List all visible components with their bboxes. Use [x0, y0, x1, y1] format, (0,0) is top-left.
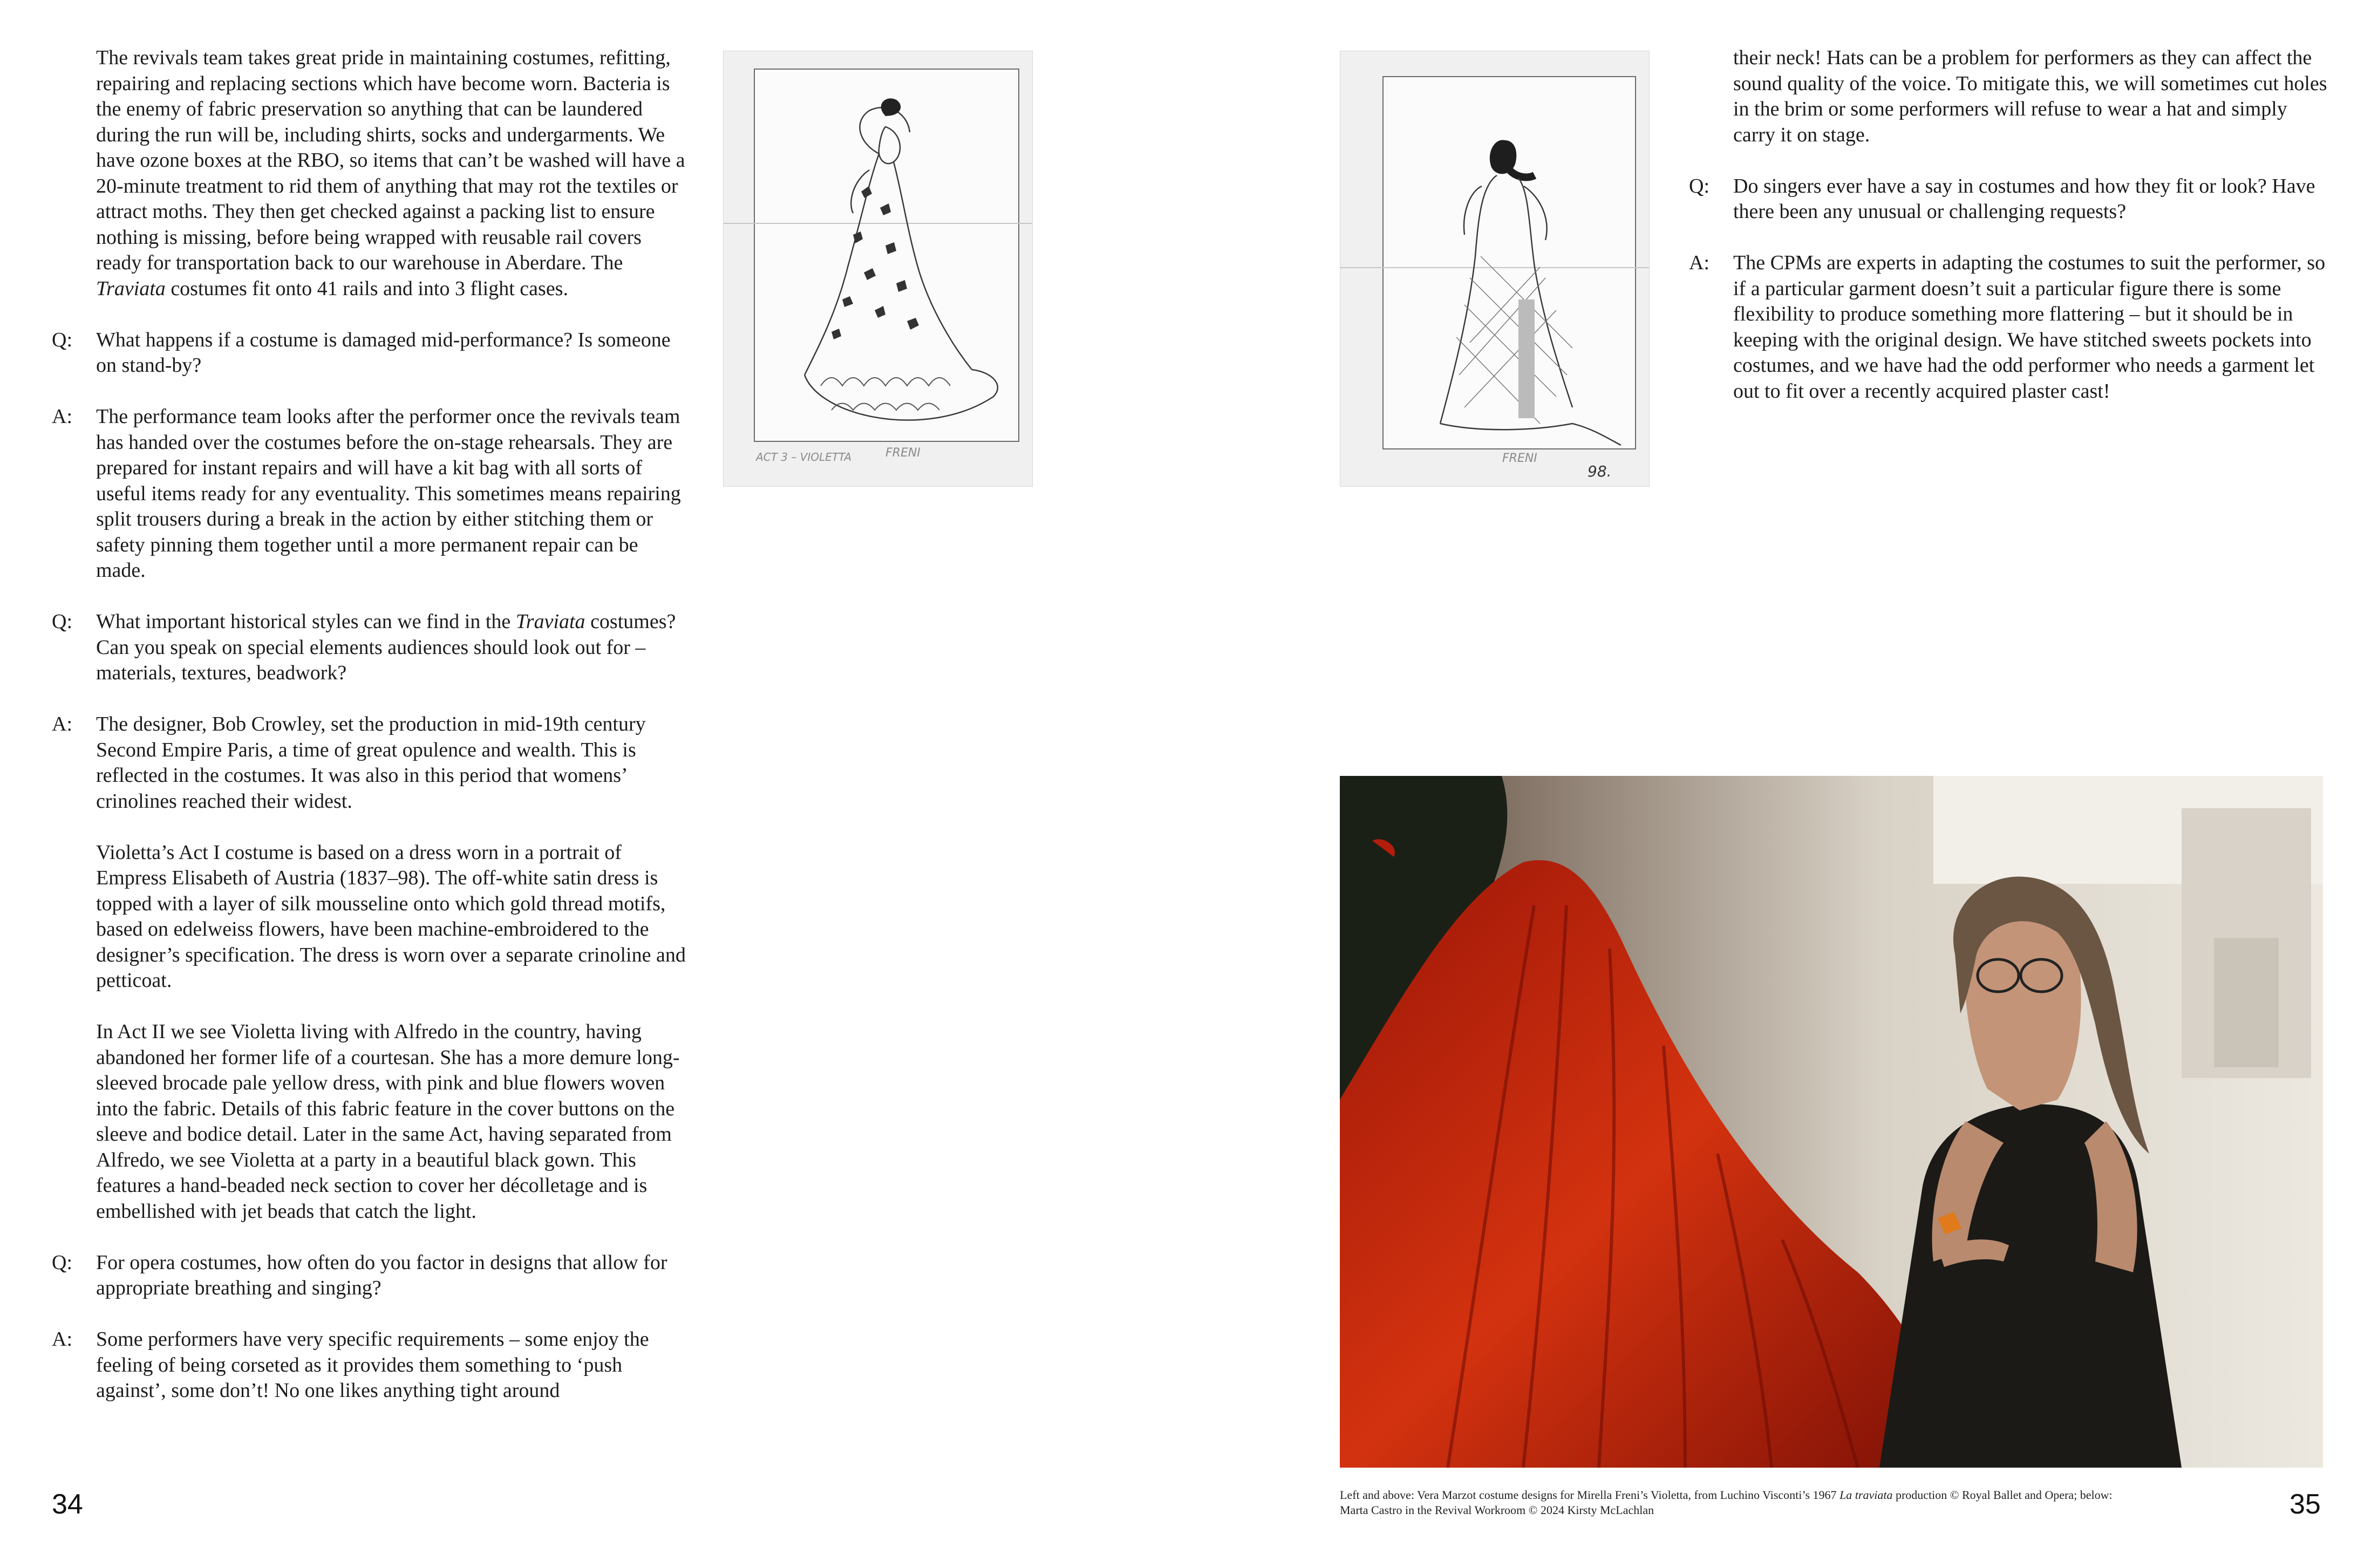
- page-number-right: 35: [2290, 1489, 2321, 1520]
- q-label: Q:: [52, 610, 72, 633]
- right-text-column: [1689, 45, 2329, 430]
- costume-sketch-violetta: [1340, 51, 1650, 487]
- sketch-number: 98.: [1588, 462, 1612, 480]
- page-number-left: 34: [52, 1489, 83, 1520]
- a-label: A:: [52, 405, 72, 428]
- q-label: Q:: [1689, 174, 1709, 197]
- q-label: Q:: [52, 1251, 72, 1274]
- workroom-photo: [1340, 776, 2323, 1468]
- a-text: The performance team looks after the performer once the revivals team has handed over the costumes before the on-stage rehearsals. They are prepared for instant repairs and will have a kit bag with all sorts of useful items ready for any eventuality. This sometimes means repairing split trousers during a break in the action by either stitching them or safety pinning them together until a more permanent repair can be made.: [96, 405, 681, 582]
- question-2: [52, 609, 692, 686]
- answer-3: [52, 1327, 692, 1404]
- left-text-column: [52, 45, 692, 1429]
- dress-drawing: [1340, 51, 1650, 487]
- sketch-signature: FRENI: [1502, 452, 1537, 465]
- photo-illustration: [1340, 776, 2323, 1468]
- question-4: [1689, 174, 2329, 225]
- a-label: A:: [52, 1328, 72, 1351]
- a-label: A:: [52, 713, 72, 735]
- a-label: A:: [1689, 251, 1709, 274]
- question-3: [52, 1250, 692, 1301]
- a-paragraph: In Act II we see Violetta living with Alfredo in the country, having abandoned her former life of a courtesan. She has a more demure long-sleeved brocade pale yellow dress, with pink and blue flowers woven into the fabric. Details of this fabric feature in the cover buttons on the sleeve and bodice detail. Later in the same Act, having separated from Alfredo, we see Violetta at a party in a beautiful black gown. This features a hand-beaded neck section to cover her décolletage and is embellished with jet beads that catch the light.: [96, 1020, 680, 1223]
- q-text: What happens if a costume is damaged mid-performance? Is someone on stand-by?: [96, 328, 671, 377]
- q-text: What important historical styles can we find in the Traviata costumes? Can you speak on special elements audiences should look out for – materials, textures, beadwork?: [96, 610, 676, 684]
- answer-1: [52, 404, 692, 584]
- intro-paragraph: The revivals team takes great pride in maintaining costumes, refitting, repairing and replacing sections which have become worn. Bacteria is the enemy of fabric preservation so anything that can be laundered during the run will be, including shirts, socks and undergarments. We have ozone boxes at the RBO, so items that can’t be washed will have a 20-minute treatment to rid them of anything that may rot the textiles or attract moths. They then get checked against a packing list to ensure nothing is missing, before being wrapped with reusable rail covers ready for transportation back to our warehouse in Aberdare. The Traviata costumes fit onto 41 rails and into 3 flight cases.: [96, 46, 685, 300]
- q-label: Q:: [52, 328, 72, 351]
- sketch-signature: FRENI: [885, 446, 921, 460]
- answer-2: [52, 712, 692, 1224]
- continuation-paragraph: their neck! Hats can be a problem for performers as they can affect the sound quality of the voice. To mitigate this, we will sometimes cut holes in the brim or some performers will refuse to wear a hat and simply carry it on stage.: [1733, 46, 2327, 146]
- costume-sketch-act3: [723, 51, 1033, 487]
- dress-drawing: [724, 51, 1033, 487]
- q-text: For opera costumes, how often do you factor in designs that allow for appropriate breathing and singing?: [96, 1251, 667, 1299]
- a-paragraph: Violetta’s Act I costume is based on a dress worn in a portrait of Empress Elisabeth of Austria (1837–98). The off-white satin dress is topped with a layer of silk mousseline onto which gold thread motifs, based on edelweiss flowers, have been machine-embroidered to the designer’s specification. The dress is worn over a separate crinoline and petticoat.: [96, 841, 686, 992]
- q-text: Do singers ever have a say in costumes and how they fit or look? Have there been any unusual or challenging requests?: [1733, 174, 2315, 223]
- a-text: The CPMs are experts in adapting the costumes to suit the performer, so if a particular garment doesn’t suit a particular figure there is some flexibility to produce something more flattering – but it should be in keeping with the original design. We have stitched sweets pockets into costumes, and we have had the odd performer who needs a garment let out to fit over a recently acquired plaster cast!: [1733, 251, 2326, 403]
- a-paragraph: The designer, Bob Crowley, set the production in mid-19th century Second Empire Paris, a time of great opulence and wealth. This is reflected in the costumes. It was also in this period that womens’ crinolines reached their widest.: [96, 713, 646, 813]
- question-1: [52, 328, 692, 379]
- a-text: Some performers have very specific requirements – some enjoy the feeling of being corseted as it provides them something to ‘push against’, some don’t! No one likes anything tight around: [96, 1328, 649, 1402]
- answer-4: [1689, 250, 2329, 404]
- photo-caption: Left and above: Vera Marzot costume designs for Mirella Freni’s Violetta, from Luchino Visconti’s 1967 La traviata production © Royal Ballet and Opera; below: Marta Castro in the Revival Workroom © 2024 Kirsty McLachlan: [1340, 1488, 2113, 1517]
- sketch-annotation: ACT 3 – VIOLETTA: [756, 451, 852, 463]
